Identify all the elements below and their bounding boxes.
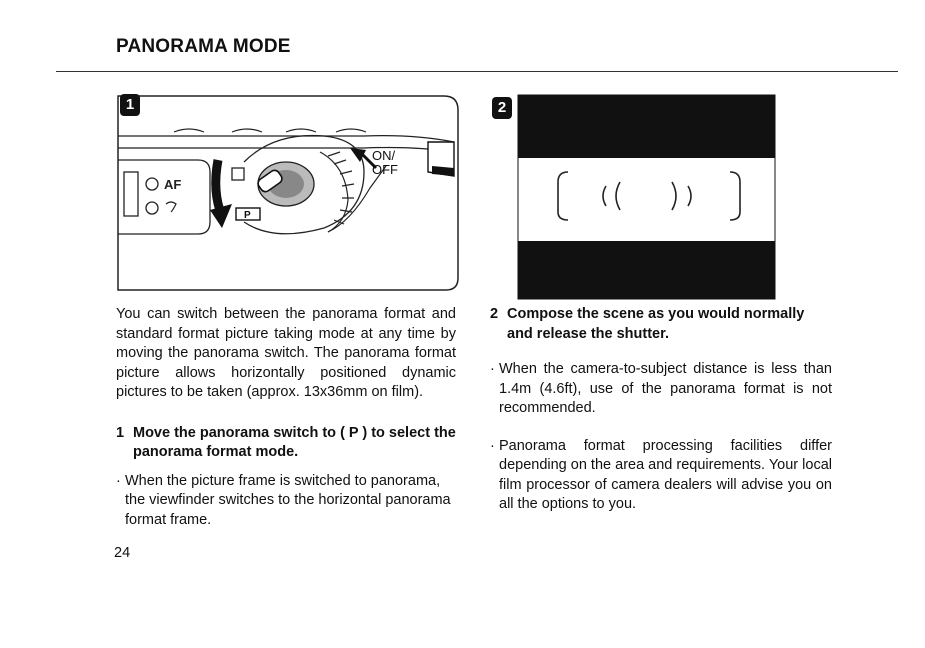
bullet-dot: · [490,437,495,454]
bullet-dot: · [490,361,495,377]
step-2 [490,305,832,344]
step-text: Compose the scene as you would normally and release the shutter. [507,306,805,342]
note-text: When the picture frame is switched to panorama, the viewfinder switches to the horizontal panorama format frame. [125,472,451,528]
figure-viewfinder [492,92,782,302]
figure-2-badge: 2 [492,97,512,119]
viewfinder-illustration [492,92,782,302]
step-text: Move the panorama switch to ( P ) to select the panorama format mode. [133,424,456,460]
figure-camera-top [114,92,460,294]
step-number: 2 [490,306,499,322]
step-number: 1 [116,424,125,441]
bullet-dot: · [116,472,121,489]
intro-paragraph: You can switch between the panorama format and standard format picture taking mode at any time by moving the panorama switch. The panorama format picture allows horizontally positioned dynamic pictures to be taken (approx. 13x36mm on film). [116,306,456,400]
heading-rule [56,71,898,72]
figure-1-badge: 1 [120,94,140,116]
flash-icon [166,202,176,212]
off-label: OFF [372,162,398,177]
note-text: Panorama format processing facilities differ depending on the area and requirements. Your local film processor of camera dealers will advise you on all the options to you. [499,437,832,512]
af-label: AF [164,177,182,192]
camera-top-illustration [114,92,460,294]
down-arrow-icon [210,204,232,228]
note-distance [490,360,832,419]
page-number: 24 [114,545,131,561]
note-processing [490,437,832,515]
note-text: When the camera-to-subject distance is less than 1.4m (4.6ft), use of the panorama format is not recommended. [499,361,832,416]
svg-text:P: P [244,210,251,221]
step-1 [116,424,456,463]
left-column [116,305,456,530]
right-column [490,305,832,515]
step-1-note [116,472,456,531]
page-heading: PANORAMA MODE [116,36,291,57]
on-label: ON/ [372,148,396,163]
